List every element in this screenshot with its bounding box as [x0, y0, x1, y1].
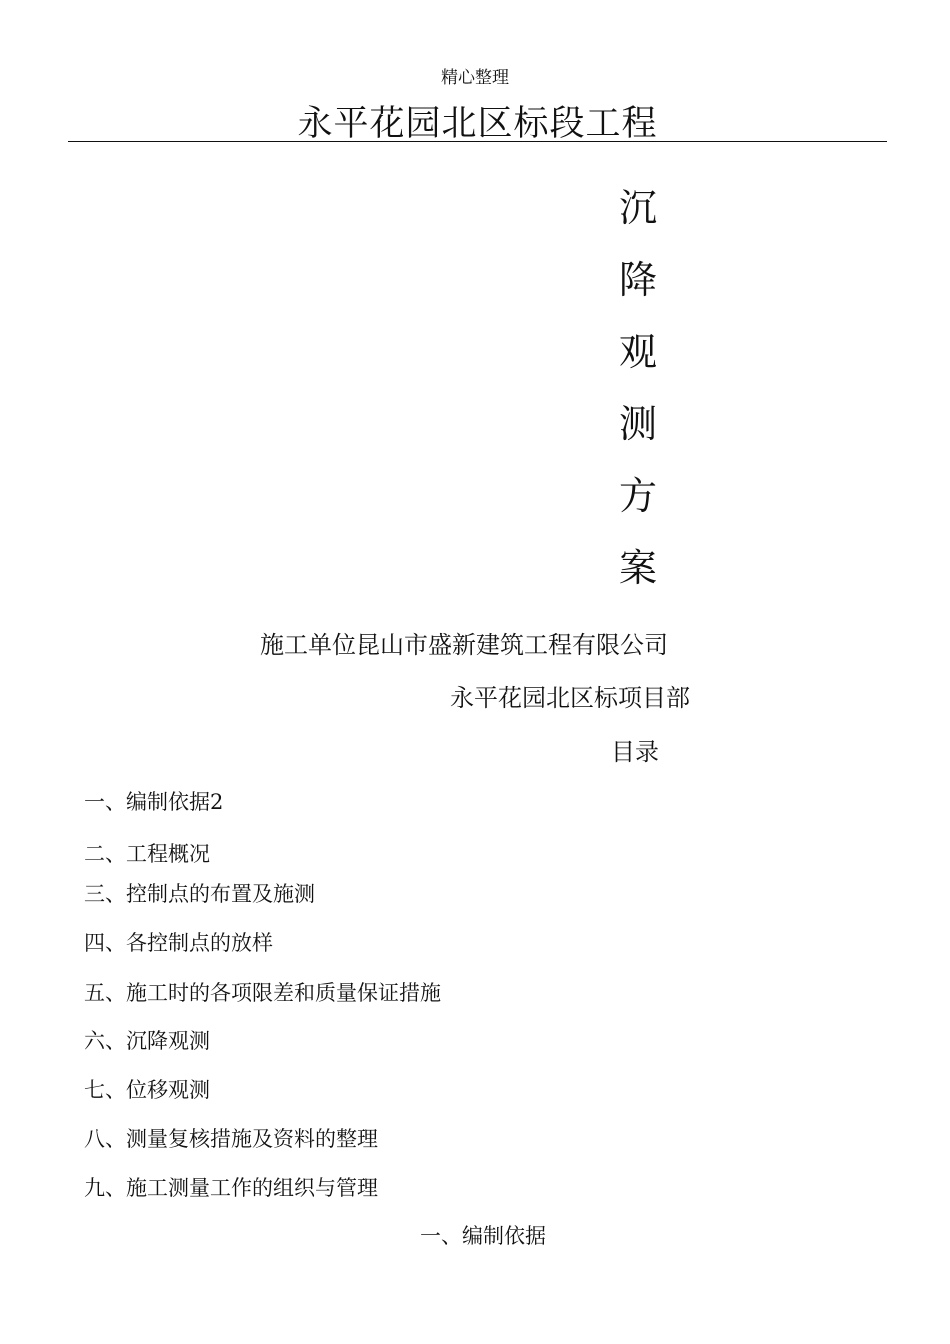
toc-heading: 目录: [611, 738, 659, 766]
contractor-line: 施工单位昆山市盛新建筑工程有限公司: [260, 631, 668, 659]
department-line: 永平花园北区标项目部: [450, 684, 690, 712]
toc-item: 五、施工时的各项限差和质量保证措施: [84, 981, 441, 1005]
toc-item: 一、编制依据2: [84, 790, 224, 814]
toc-item: 六、沉降观测: [84, 1029, 210, 1053]
project-title: 永平花园北区标段工程: [297, 104, 658, 144]
toc-item: 八、测量复核措施及资料的整理: [84, 1127, 378, 1151]
toc-item: 三、控制点的布置及施测: [84, 882, 315, 906]
toc-item: 四、各控制点的放样: [84, 931, 273, 955]
title-divider: [68, 141, 887, 142]
header-note: 精心整理: [441, 68, 509, 88]
vertical-title-char: 降: [618, 258, 657, 302]
vertical-document-title: [610, 182, 666, 614]
vertical-title-char: 案: [618, 546, 657, 590]
toc-item: 七、位移观测: [84, 1078, 210, 1102]
vertical-title-char: 测: [618, 402, 657, 446]
vertical-title-char: 观: [618, 330, 657, 374]
toc-item: 九、施工测量工作的组织与管理: [84, 1176, 378, 1200]
toc-item: 二、工程概况: [84, 842, 210, 866]
vertical-title-char: 沉: [618, 186, 657, 230]
section-heading: 一、编制依据: [420, 1224, 546, 1248]
vertical-title-char: 方: [618, 474, 657, 518]
